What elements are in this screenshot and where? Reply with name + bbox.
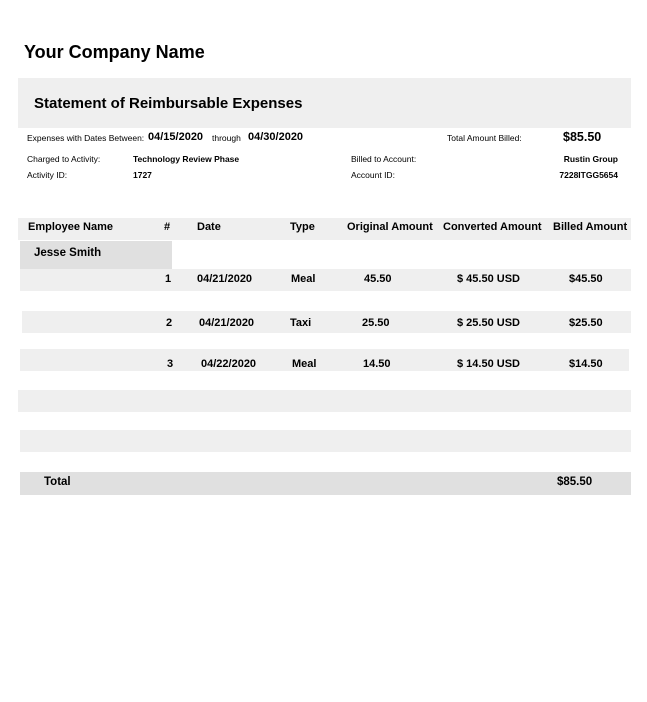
col-employee-name: Employee Name [28,221,113,233]
row-converted-amount: $ 45.50 USD [457,273,520,285]
dates-label: Expenses with Dates Between: [27,133,145,143]
row-date: 04/21/2020 [197,273,253,285]
row-type: Meal [292,358,317,370]
row-billed-amount: $25.50 [569,317,603,329]
row-number: 3 [167,358,174,370]
col-original-amount: Original Amount [347,221,433,233]
statement-title: Statement of Reimbursable Expenses [34,95,303,112]
start-date: 04/15/2020 [148,131,204,143]
empty-row [18,390,631,412]
total-row [20,472,631,495]
total-value: $85.50 [557,476,593,488]
col-billed-amount: Billed Amount [553,221,628,233]
through-label: through [212,133,241,143]
row-converted-amount: $ 25.50 USD [457,317,520,329]
activity-id-value: 1727 [133,170,152,180]
row-number: 1 [165,273,172,285]
col-type: Type [290,221,315,233]
row-date: 04/21/2020 [199,317,255,329]
row-number: 2 [166,317,173,329]
col-date: Date [197,221,221,233]
company-name: Your Company Name [24,42,205,62]
billed-account-label: Billed to Account: [351,154,417,164]
charged-activity-label: Charged to Activity: [27,154,101,164]
row-billed-amount: $45.50 [569,273,603,285]
row-type: Meal [291,273,316,285]
row-converted-amount: $ 14.50 USD [457,358,520,370]
total-label: Total [44,476,71,488]
charged-activity-value: Technology Review Phase [133,154,240,164]
total-billed-value: $85.50 [563,130,602,144]
row-original-amount: 25.50 [362,317,390,329]
account-id-value: 7228ITGG5654 [559,170,618,180]
row-date: 04/22/2020 [201,358,257,370]
row-type: Taxi [290,317,312,329]
row-billed-amount: $14.50 [569,358,603,370]
account-id-label: Account ID: [351,170,395,180]
employee-name: Jesse Smith [34,247,102,259]
end-date: 04/30/2020 [248,131,304,143]
total-billed-label: Total Amount Billed: [447,133,522,143]
row-original-amount: 45.50 [364,273,392,285]
col-converted-amount: Converted Amount [443,221,542,233]
empty-row [20,430,631,452]
billed-account-value: Rustin Group [563,154,618,164]
row-original-amount: 14.50 [363,358,391,370]
activity-id-label: Activity ID: [27,170,68,180]
col-number: # [164,221,171,233]
